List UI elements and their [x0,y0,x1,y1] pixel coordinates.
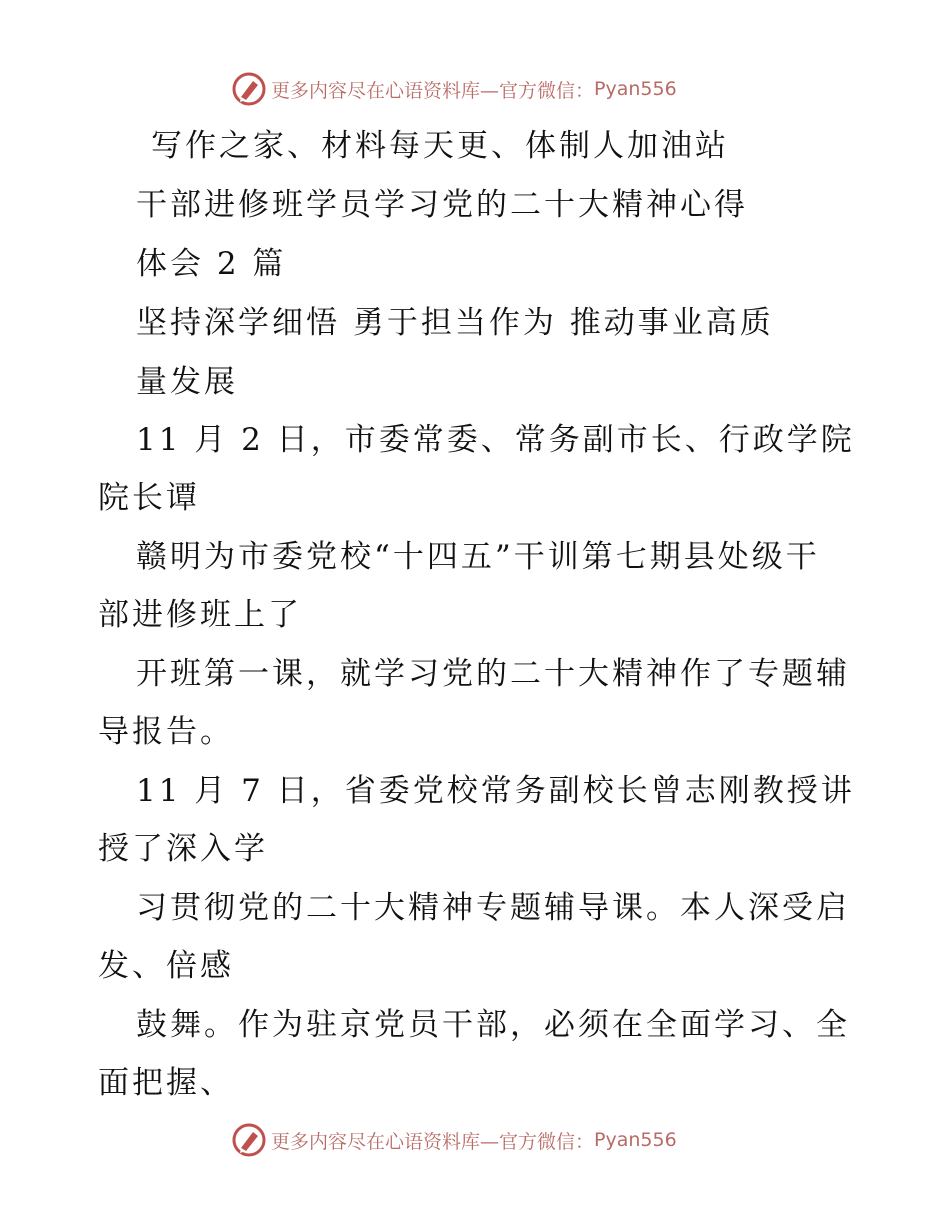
watermark-text: 更多内容尽在心语资料库—官方微信： [271,79,595,102]
text-line-10: 开班第一课，就学习党的二十大精神作了专题辅 [136,656,850,692]
text-line-3: 体会 2 篇 [136,246,287,282]
pen-logo-icon [232,72,266,106]
text-line-9: 部进修班上了 [98,597,302,633]
watermark-wechat-handle: Pyan556 [594,1129,677,1151]
watermark-text: 更多内容尽在心语资料库—官方微信： [271,1130,595,1153]
text-line-15: 发、倍感 [98,948,234,984]
text-line-4: 坚持深学细悟 勇于担当作为 推动事业高质 [136,305,774,341]
text-line-11: 导报告。 [98,714,234,750]
text-line-12: 11 月 7 日，省委党校常务副校长曾志刚教授讲 [136,773,855,809]
text-line-13: 授了深入学 [98,831,268,867]
footer-watermark [232,1122,677,1158]
text-line-1: 写作之家、材料每天更、体制人加油站 [151,128,729,164]
watermark-wechat-handle: Pyan556 [594,78,677,100]
text-line-8: 赣明为市委党校“十四五”干训第七期县处级干 [136,539,820,575]
text-line-17: 面把握、 [98,1065,234,1101]
text-line-16: 鼓舞。作为驻京党员干部，必须在全面学习、全 [136,1007,850,1043]
text-line-6: 11 月 2 日，市委常委、常务副市长、行政学院 [136,422,855,458]
header-watermark [232,71,677,107]
text-line-14: 习贯彻党的二十大精神专题辅导课。本人深受启 [136,890,850,926]
pen-logo-icon [232,1123,266,1157]
text-line-2: 干部进修班学员学习党的二十大精神心得 [136,187,748,223]
text-line-7: 院长谭 [98,480,200,516]
text-line-5: 量发展 [136,364,238,400]
